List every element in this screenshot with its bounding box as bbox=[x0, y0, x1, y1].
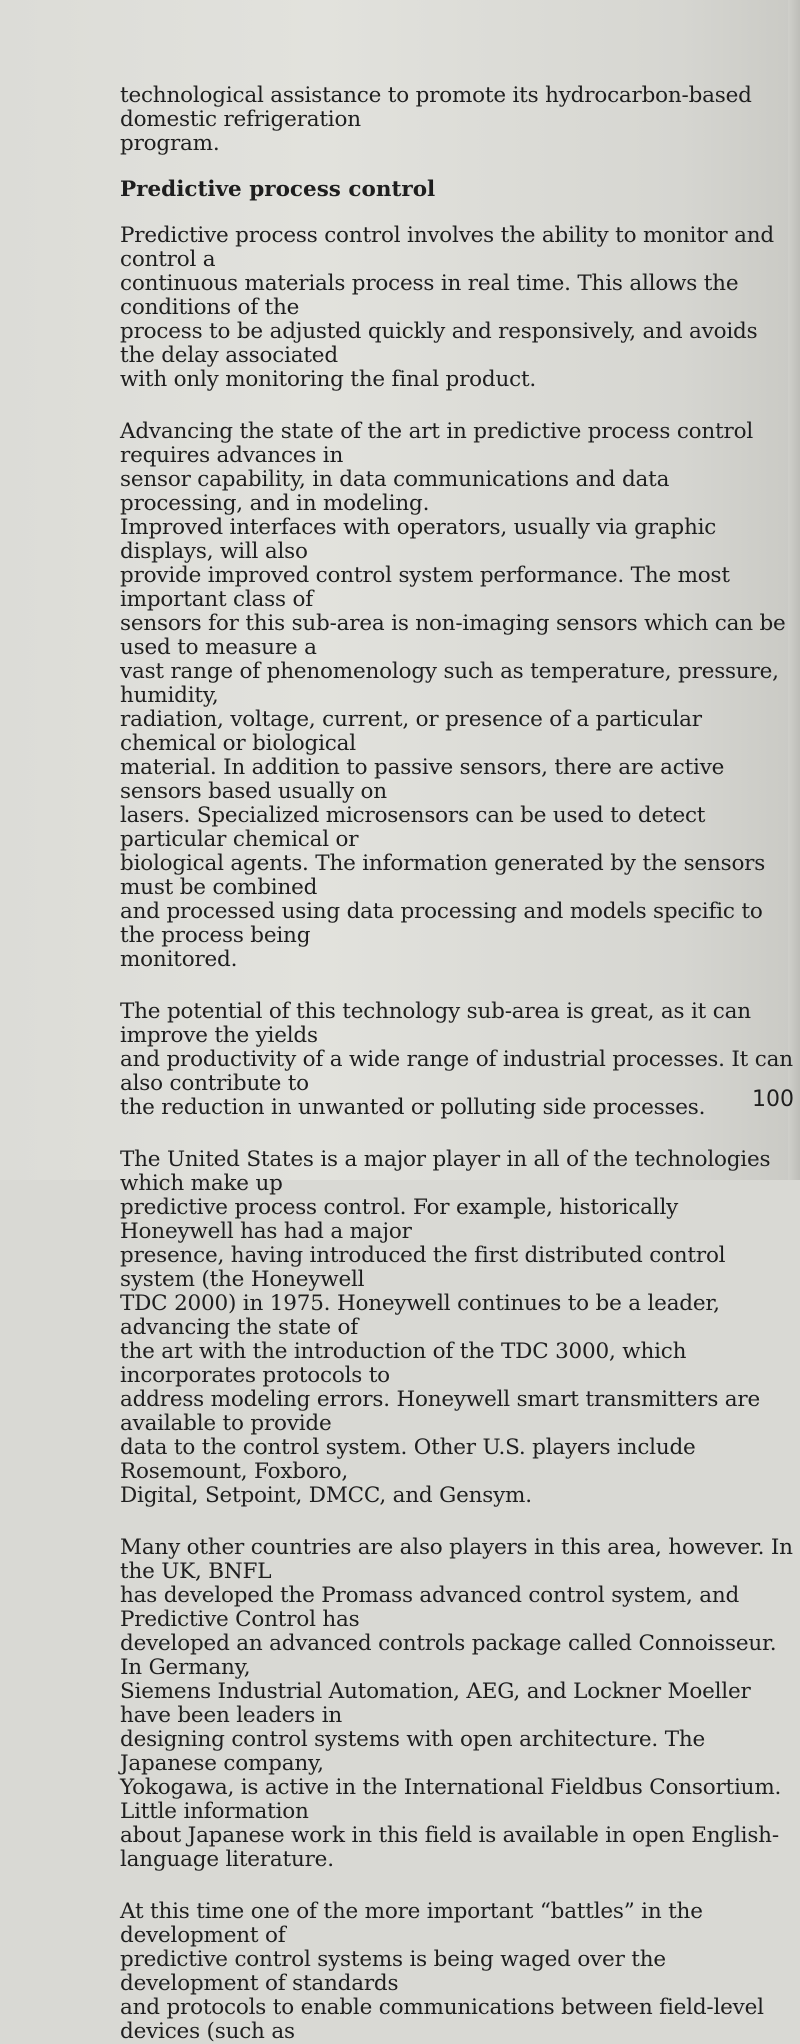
opening-paragraph: technological assistance to promote its hydrocarbon-based domestic refrigeration program. bbox=[120, 83, 752, 156]
paragraph-1: Predictive process control involves the ability to monitor and control a continuous materials process in real time. This allows the conditions of the process to be adjusted quickly and responsively, and avoids the delay associated with only monitoring the final product. bbox=[120, 223, 774, 392]
paragraph-6: At this time one of the more important “battles” in the development of predictive control systems is being waged over the development of standards and protocols to enable communications between field-level devices (such as bbox=[120, 1899, 764, 2044]
paragraph-4: The United States is a major player in all of the technologies which make up predictive process control. For example, historically Honeywell has had a major presence, having introduced the first distributed control system (the Honeywell TDC 2000) in 1975. Honeywell continues to be a leader, advancing the state of the art with the introduction of the TDC 3000, which incorporates protocols to address modeling errors. Honeywell smart transmitters are available to provide data to the control system. Other U.S. players include Rosemount, Foxboro, Digital, Setpoint, DMCC, and Gensym. bbox=[120, 1147, 771, 1508]
paragraph-3: The potential of this technology sub-area is great, as it can improve the yields and productivity of a wide range of industrial processes. It can also contribute to the reduction in unwanted or polluting side processes. bbox=[120, 999, 793, 1120]
paragraph-2: Advancing the state of the art in predictive process control requires advances in sensor capability, in data communications and data processing, and in modeling. Improved interfaces with operators, usually via graphic displays, will also provide improved control system performance. The most important class of sensors for this sub-area is non-imaging sensors which can be used to measure a vast range of phenomenology such as temperature, pressure, humidity, radiation, voltage, current, or presence of a particular chemical or biological material. In addition to passive sensors, there are active sensors based usually on lasers. Specialized microsensors can be used to detect particular chemical or biological agents. The information generated by the sensors must be combined and processed using data processing and models specific to the process being monitored. bbox=[120, 419, 786, 972]
paragraph-5: Many other countries are also players in this area, however. In the UK, BNFL has developed the Promass advanced control system, and Predictive Control has developed an advanced controls package called Connoisseur. In Germany, Siemens Industrial Automation, AEG, and Lockner Moeller have been leaders in designing control systems with open architecture. The Japanese company, Yokogawa, is active in the International Fieldbus Consortium. Little information about Japanese work in this field is available in open English-language literature. bbox=[120, 1535, 793, 1872]
page-content bbox=[120, 84, 796, 2044]
section-heading: Predictive process control bbox=[120, 177, 436, 202]
page-number: 100 bbox=[752, 1087, 794, 1112]
